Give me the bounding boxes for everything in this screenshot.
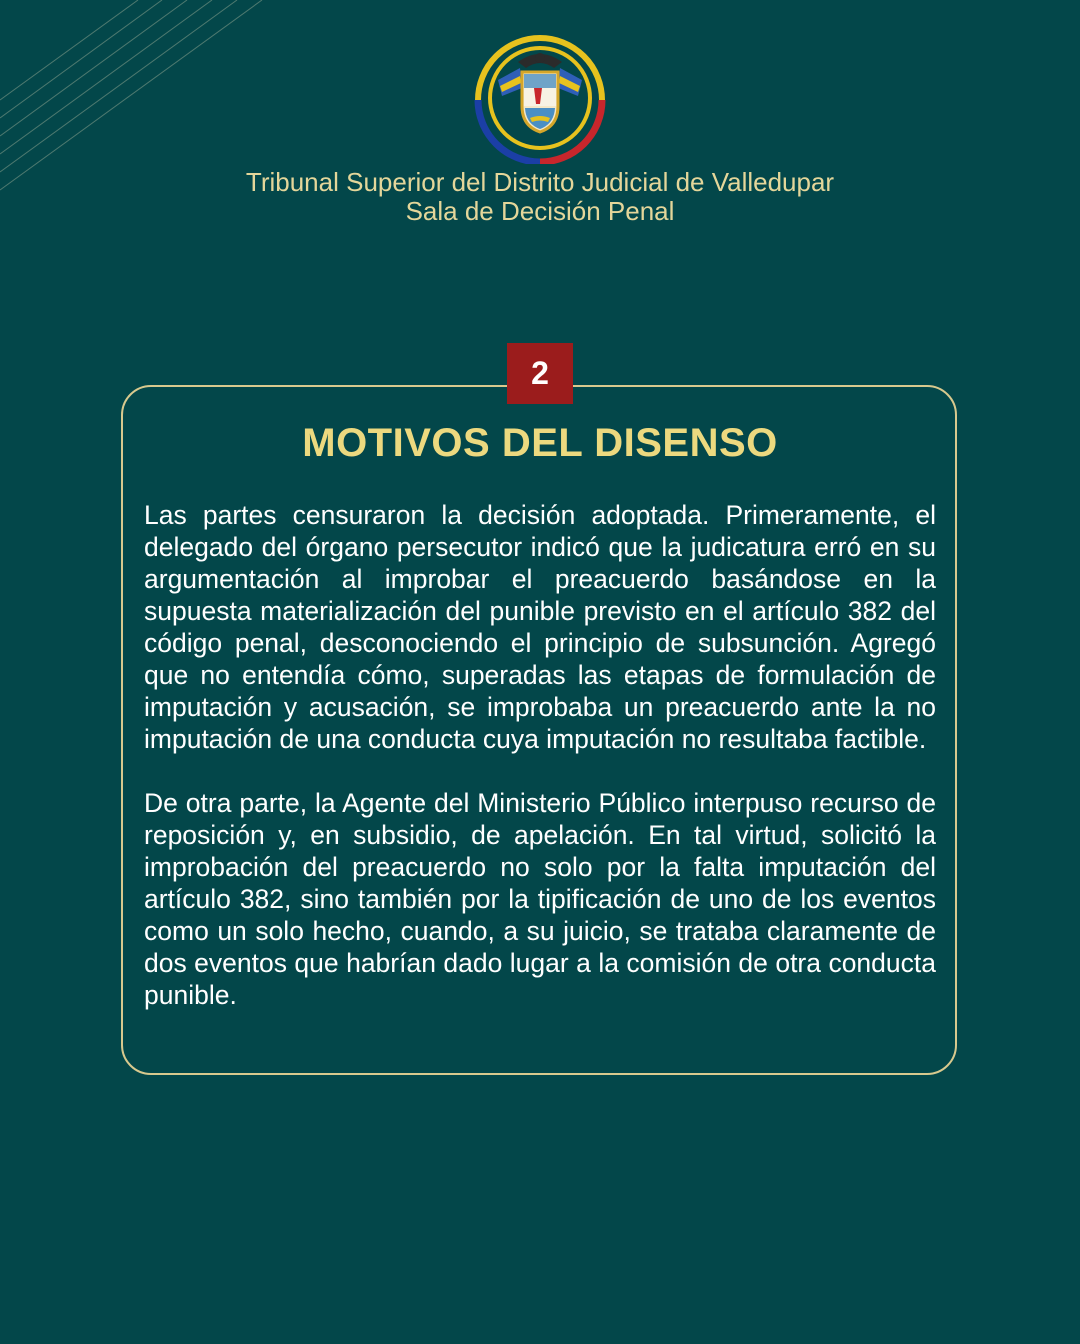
section-number-badge: 2 — [507, 343, 573, 404]
section-title: MOTIVOS DEL DISENSO — [302, 421, 778, 465]
paragraph-2: De otra parte, la Agente del Ministerio Público interpuso recurso de reposición y, en subsidio, de apelación. En tal virtud, solicitó la improbación del preacuerdo no solo por la falta imputación del artículo 382, sino también por la tipificación de uno de los eventos como un solo hecho, cuando, a su juicio, se trataba claramente de dos eventos que habrían dado lugar a la comisión de otra conducta punible. — [144, 788, 936, 1010]
paragraph-1: Las partes censuraron la decisión adoptada. Primeramente, el delegado del órgano persecutor indicó que la judicatura erró en su argumentación al improbar el preacuerdo basándose en la supuesta materialización del punible previsto en el artículo 382 del código penal, desconociendo el principio de subsunción. Agregó que no entendía cómo, superadas las etapas de formulación de imputación y acusación, se improbaba un preacuerdo ante la no imputación de una conducta cuya imputación no resultaba factible. — [144, 500, 936, 754]
coat-of-arms-icon — [468, 28, 612, 164]
chamber-name: Sala de Decisión Penal — [405, 196, 675, 226]
court-name: Tribunal Superior del Distrito Judicial de Valledupar — [245, 167, 835, 197]
header — [0, 168, 1080, 226]
